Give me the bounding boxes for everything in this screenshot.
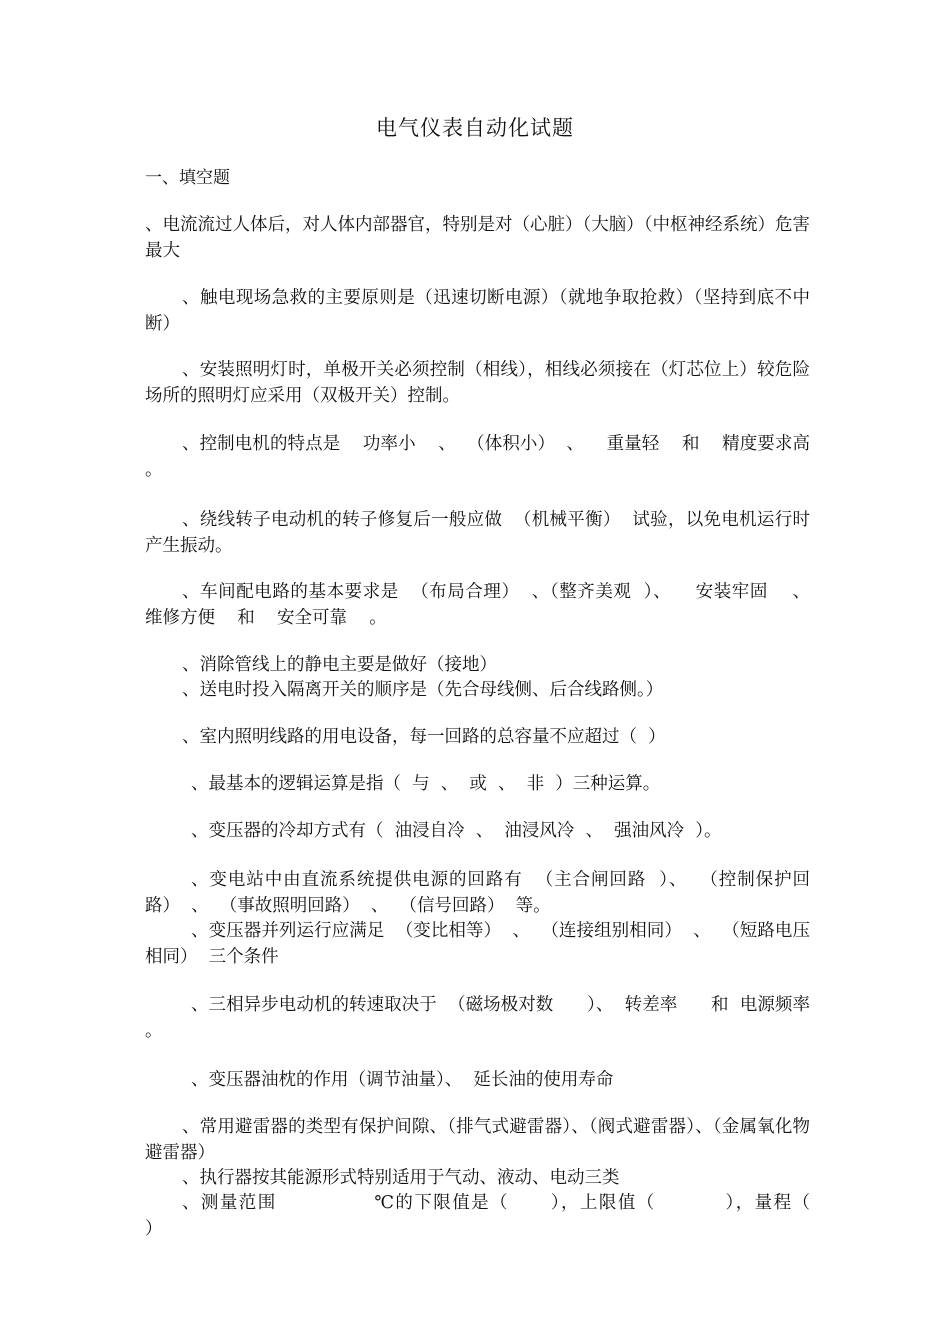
question-item [145, 507, 810, 559]
question-text: 、安装照明灯时，单极开关必须控制（相线），相线必须接在（灯芯位上）较危险场所的照明灯应采用（双极开关）控制。 [145, 360, 810, 406]
question-text: 、控制电机的特点是 功率小 、 （体积小） 、 重量轻 和 精度要求高 。 [145, 434, 833, 480]
document-title: 电气仪表自动化试题 [376, 116, 574, 140]
question-text: 、变电站中由直流系统提供电源的回路有 （主合闸回路 ）、 （控制保护回路） 、 （事故照明回路） 、 （信号回路） 等。 [145, 870, 810, 916]
question-item [145, 992, 844, 1044]
question-item [145, 579, 833, 631]
question-text: 、执行器按其能源形式特别适用于气动、液动、电动三类 [182, 1168, 620, 1188]
question-item [145, 771, 810, 797]
section-heading: 一、填空题 [145, 168, 230, 188]
question-item [145, 212, 810, 264]
question-item [145, 357, 810, 409]
question-item [145, 431, 833, 483]
question-item [145, 1190, 877, 1242]
question-text: 、测量范围 ℃的下限值是（ ），上限值（ ），量程（ ） [145, 1193, 877, 1239]
question-item [145, 867, 810, 919]
question-item [145, 818, 810, 844]
question-text: 、车间配电路的基本要求是 （布局合理） 、（整齐美观 ）、 安装牢固 、 维修方便 和 安全可靠 。 [145, 582, 833, 628]
question-text: 、三相异步电动机的转速取决于 （磁场极对数 ）、 转差率 和 电源频率 。 [145, 995, 844, 1041]
question-item [145, 1067, 810, 1093]
question-text: 、消除管线上的静电主要是做好（接地） [182, 655, 497, 675]
question-text: 、电流流过人体后，对人体内部器官，特别是对（心脏）（大脑）（中枢神经系统）危害最大 [145, 215, 810, 261]
question-text: 、常用避雷器的类型有保护间隙、（排气式避雷器）、（阀式避雷器）、（金属氧化物避雷器） [145, 1117, 810, 1163]
question-text: 、最基本的逻辑运算是指（ 与 、 或 、 非 ）三种运算。 [191, 774, 661, 794]
question-text: 、送电时投入隔离开关的顺序是（先合母线侧、后合线路侧。） [182, 680, 664, 700]
question-text: 、变压器并列运行应满足 （变比相等） 、 （连接组别相同） 、 （短路电压相同） 三个条件 [145, 921, 810, 967]
question-text: 、室内照明线路的用电设备，每一回路的总容量不应超过（ ） [182, 727, 666, 747]
question-text: 、触电现场急救的主要原则是（迅速切断电源）（就地争取抢救）（坚持到底不中断） [145, 288, 810, 334]
question-text: 、变压器油枕的作用（调节油量）、 延长油的使用寿命 [191, 1070, 614, 1090]
question-item [145, 652, 810, 678]
question-item [145, 285, 810, 337]
question-text: 、变压器的冷却方式有（ 油浸自冷 、 油浸风冷 、 强油风冷 ）。 [191, 821, 722, 841]
question-item [145, 918, 810, 970]
question-text: 、绕线转子电动机的转子修复后一般应做 （机械平衡） 试验，以免电机运行时产生振动。 [145, 510, 810, 556]
question-item [145, 677, 810, 703]
question-item [145, 1165, 810, 1191]
question-item [145, 724, 810, 750]
question-item [145, 1114, 810, 1166]
